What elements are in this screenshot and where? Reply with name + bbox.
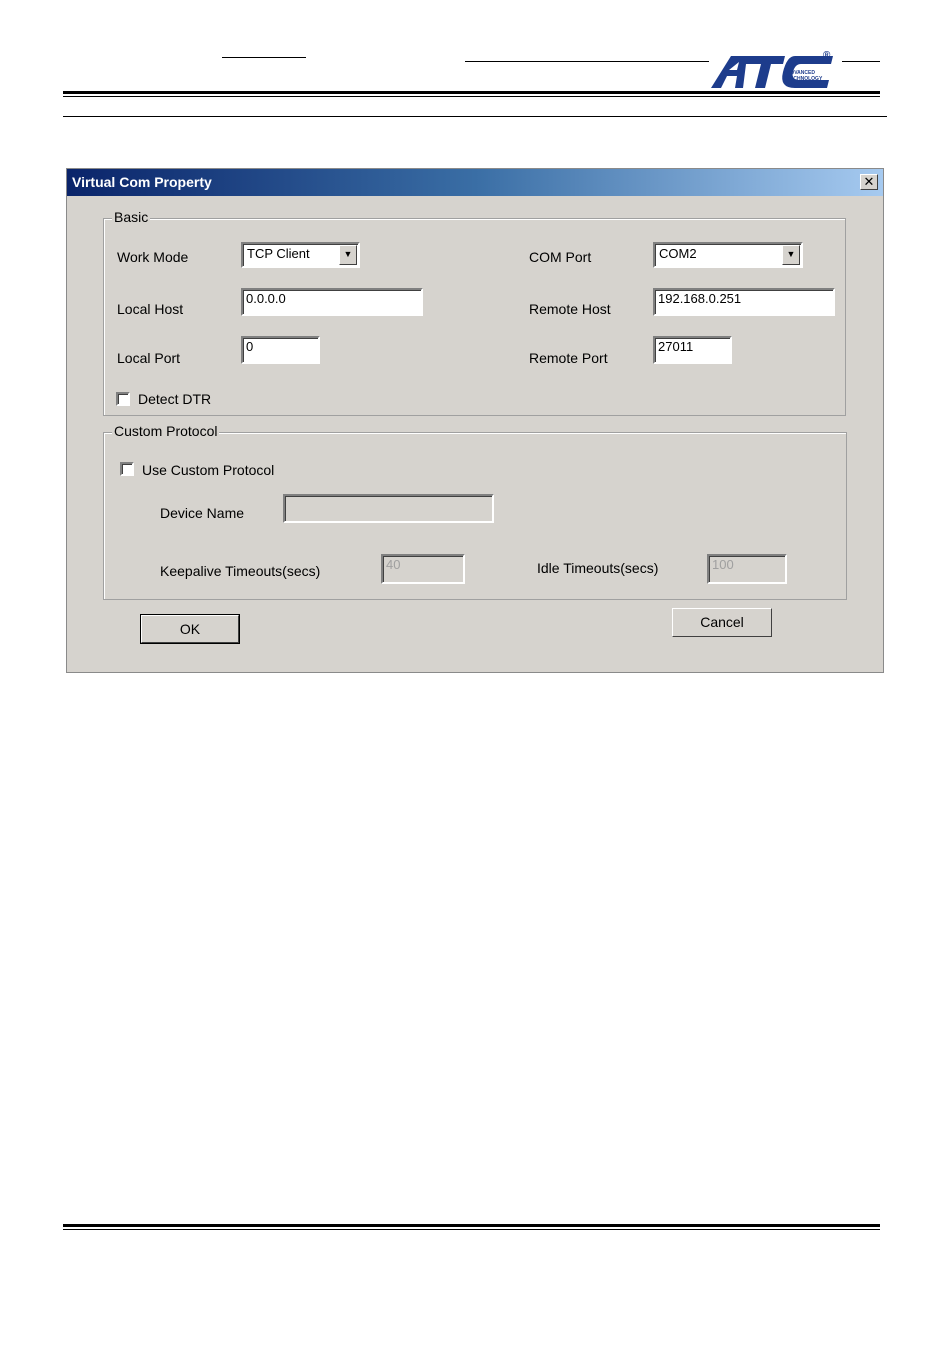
chevron-down-icon[interactable]: ▼ xyxy=(339,245,357,265)
remote-host-label: Remote Host xyxy=(529,301,611,317)
registered-mark: ® xyxy=(823,50,831,61)
detect-dtr-label: Detect DTR xyxy=(138,391,212,407)
com-port-value: COM2 xyxy=(659,246,697,261)
keepalive-timeouts-label: Keepalive Timeouts(secs) xyxy=(160,563,321,579)
logo-tagline: ADVANCED TECHNOLOGY xyxy=(787,70,823,82)
ok-button[interactable]: OK xyxy=(141,615,239,643)
remote-host-input[interactable]: 192.168.0.251 xyxy=(653,288,835,316)
keepalive-timeouts-input[interactable]: 40 xyxy=(381,554,465,584)
dialog-title: Virtual Com Property xyxy=(72,174,212,190)
use-custom-protocol-label: Use Custom Protocol xyxy=(142,462,275,478)
cancel-button[interactable]: Cancel xyxy=(672,608,772,637)
footer-rule-thick xyxy=(63,1224,880,1227)
use-custom-protocol-checkbox[interactable] xyxy=(120,462,134,476)
virtual-com-property-dialog xyxy=(66,168,884,673)
remote-port-label: Remote Port xyxy=(529,350,608,366)
header-rule-short xyxy=(222,57,306,58)
local-port-label: Local Port xyxy=(117,350,181,366)
header-rule-mid xyxy=(465,61,709,62)
custom-protocol-legend: Custom Protocol xyxy=(114,423,218,439)
header-rule-page xyxy=(63,116,887,117)
local-host-label: Local Host xyxy=(117,301,184,317)
device-name-input[interactable] xyxy=(283,494,494,523)
footer-rule-thin xyxy=(63,1229,880,1230)
remote-port-input[interactable]: 27011 xyxy=(653,336,732,364)
work-mode-label: Work Mode xyxy=(117,249,189,265)
idle-timeouts-input[interactable]: 100 xyxy=(707,554,787,584)
com-port-select[interactable] xyxy=(653,242,803,268)
dialog-titlebar[interactable] xyxy=(67,169,883,196)
com-port-label: COM Port xyxy=(529,249,592,265)
local-port-input[interactable]: 0 xyxy=(241,336,320,364)
device-name-label: Device Name xyxy=(160,505,245,521)
local-host-input[interactable]: 0.0.0.0 xyxy=(241,288,423,316)
work-mode-select[interactable] xyxy=(241,242,360,268)
work-mode-value: TCP Client xyxy=(247,246,310,261)
chevron-down-icon[interactable]: ▼ xyxy=(782,245,800,265)
header-rule-thin xyxy=(63,96,880,97)
basic-group-legend: Basic xyxy=(114,209,149,225)
detect-dtr-checkbox[interactable] xyxy=(116,392,130,406)
idle-timeouts-label: Idle Timeouts(secs) xyxy=(537,560,659,576)
close-button[interactable] xyxy=(860,174,878,190)
close-icon: ✕ xyxy=(863,174,875,189)
